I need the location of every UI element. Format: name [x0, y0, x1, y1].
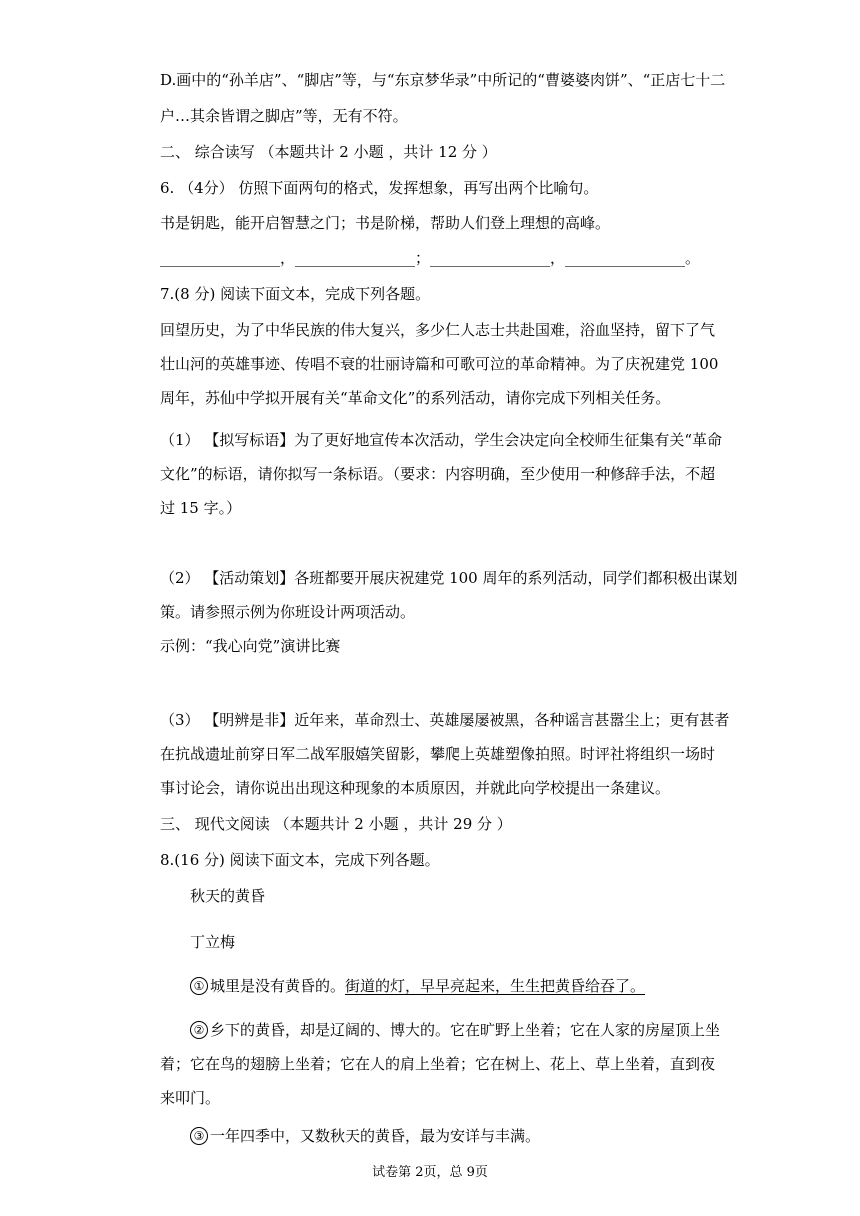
task-2-example: 示例：“我心向党”演讲比赛 [160, 637, 341, 655]
task-2-line-1: （2） 【活动策划】各班都要开展庆祝建党 100 周年的系列活动，同学们都积极出谋划 [160, 569, 738, 587]
section-3-heading: 三、 现代文阅读 （本题共计 2 小题 ，共计 29 分 ） [160, 815, 512, 833]
article-paragraph-2-line-3: 来叩门。 [160, 1089, 221, 1107]
page-footer: 试卷第 2页，总 9页 [372, 1165, 488, 1180]
paragraph-1-text: 城里是没有黄昏的。 [210, 977, 346, 995]
paragraph-number-2: ② [190, 1021, 208, 1039]
task-2-line-2: 策。请参照示例为你班设计两项活动。 [160, 603, 416, 621]
paragraph-number-3: ③ [190, 1127, 208, 1145]
paragraph-3-text: 一年四季中，又数秋天的黄昏，最为安详与丰满。 [210, 1127, 541, 1145]
paragraph-number-1: ① [190, 977, 208, 995]
article-title: 秋天的黄昏 [190, 887, 266, 905]
paragraph-2-text-1: 乡下的黄昏，却是辽阔的、博大的。它在旷野上坐着；它在人家的房屋顶上坐 [210, 1021, 721, 1039]
article-author: 丁立梅 [190, 933, 236, 951]
article-paragraph-2-line-1 [190, 1020, 770, 1040]
question-6: 6. （4分） 仿照下面两句的格式，发挥想象，再写出两个比喻句。 [160, 179, 599, 197]
task-1-line-1: （1） 【拟写标语】为了更好地宣传本次活动，学生会决定向全校师生征集有关“革命 [160, 431, 722, 449]
question-6-answer-blanks: ________________，________________；________________，________________。 [160, 249, 701, 267]
option-d-line-2: 户…其余皆谓之脚店”等，无有不符。 [160, 107, 408, 125]
q7-passage-line-1: 回望历史，为了中华民族的伟大复兴，多少仁人志士共赴国难，浴血坚持，留下了气 [160, 321, 716, 339]
option-d-line-1: D.画中的“孙羊店”、“脚店”等，与“东京梦华录”中所记的“曹婆婆肉饼”、“正店七十二 [160, 71, 726, 89]
paragraph-1-underlined-text: 街道的灯，早早亮起来，生生把黄昏给吞了。 [345, 977, 646, 995]
q7-passage-line-3: 周年，苏仙中学拟开展有关“革命文化”的系列活动，请你完成下列相关任务。 [160, 389, 671, 407]
question-8: 8.(16 分) 阅读下面文本，完成下列各题。 [160, 851, 440, 869]
article-paragraph-3 [190, 1126, 770, 1146]
task-3-line-2: 在抗战遗址前穿日军二战军服嬉笑留影，攀爬上英雄塑像拍照。时评社将组织一场时 [160, 745, 716, 763]
article-paragraph-2-line-2: 着；它在鸟的翅膀上坐着；它在人的肩上坐着；它在树上、花上、草上坐着，直到夜 [160, 1055, 716, 1073]
task-3-line-1: （3） 【明辨是非】近年来，革命烈士、英雄屡屡被黑，各种谣言甚嚣尘上；更有甚者 [160, 711, 730, 729]
article-paragraph-1 [190, 976, 770, 996]
section-2-heading: 二、 综合读写 （本题共计 2 小题 ，共计 12 分 ） [160, 143, 497, 161]
q7-passage-line-2: 壮山河的英雄事迹、传唱不衰的壮丽诗篇和可歌可泣的革命精神。为了庆祝建党 100 [160, 355, 719, 373]
task-3-line-3: 事讨论会，请你说出出现这种现象的本质原因，并就此向学校提出一条建议。 [160, 779, 671, 797]
question-7: 7.(8 分) 阅读下面文本，完成下列各题。 [160, 285, 431, 303]
question-6-example: 书是钥匙，能开启智慧之门；书是阶梯，帮助人们登上理想的高峰。 [160, 214, 611, 232]
task-1-line-3: 过 15 字。） [160, 499, 242, 517]
task-1-line-2: 文化”的标语，请你拟写一条标语。（要求：内容明确，至少使用一种修辞手法，不超 [160, 465, 716, 483]
